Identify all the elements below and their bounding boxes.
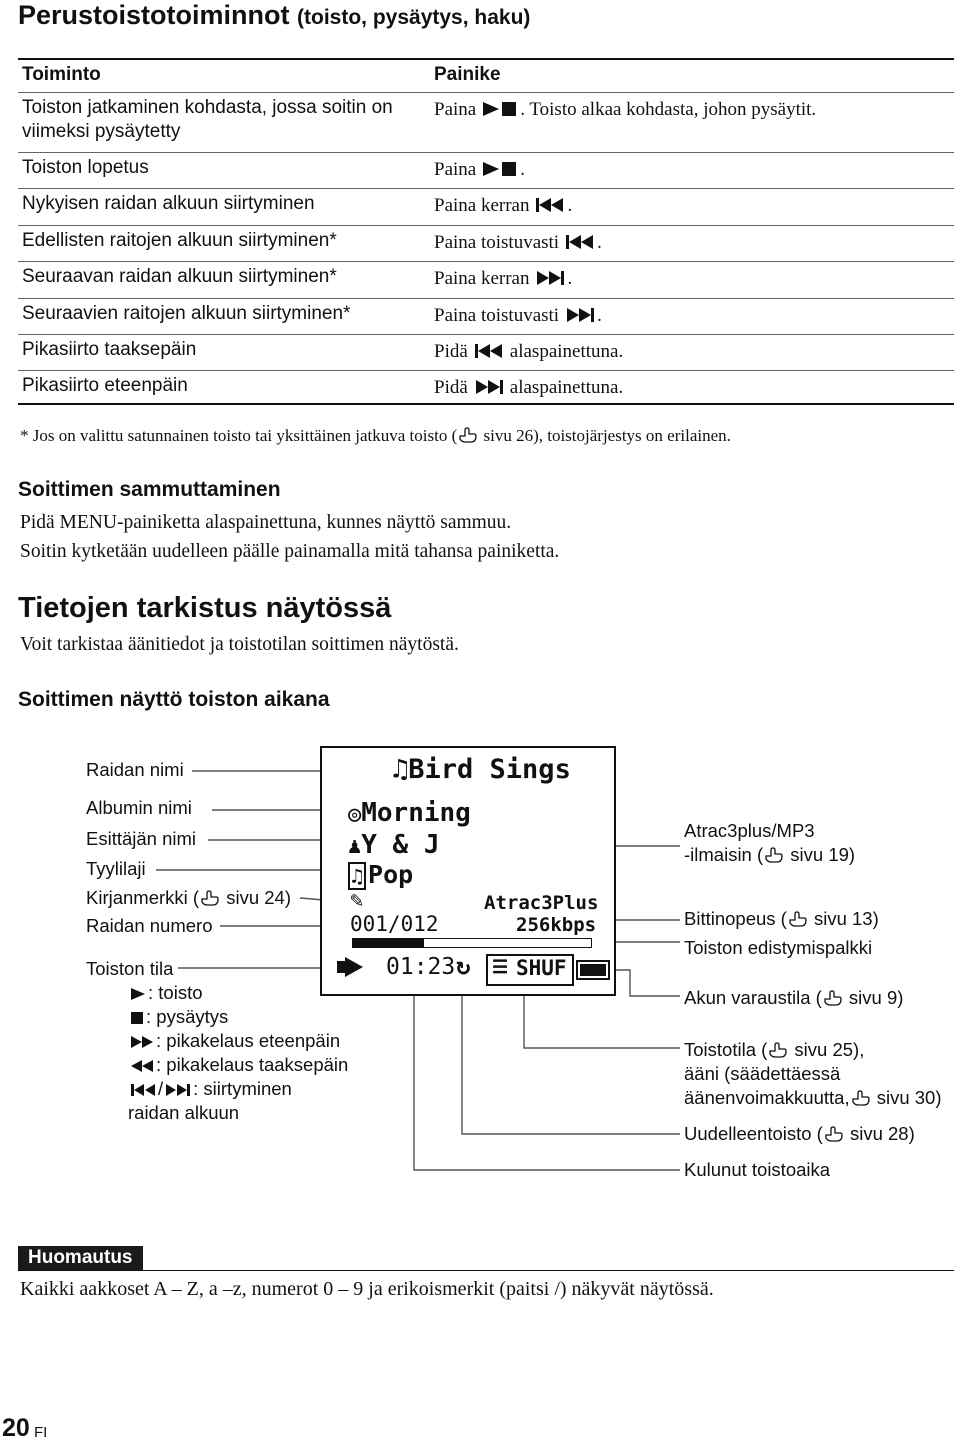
legend-rewind — [128, 1054, 348, 1076]
label-play-mode-line-3 — [684, 1087, 942, 1111]
lcd-album-row — [348, 798, 471, 828]
label-play-mode-ref: sivu 25), — [789, 1039, 865, 1060]
fast-forward-icon — [130, 1035, 154, 1049]
page-number: 20 — [2, 1414, 30, 1442]
cell-button-text: Pidä — [434, 377, 468, 398]
lcd-track-row — [392, 754, 571, 785]
album-icon: ◎ — [348, 802, 362, 827]
cell-button-tail: alaspainettuna. — [509, 377, 624, 398]
note-text: Kaikki aakkoset A – Z, a –z, numerot 0 – 9 ja erikoismerkit (paitsi /) näkyvät näytössä. — [20, 1278, 714, 1300]
legend-ff-text: : pikakelaus eteenpäin — [156, 1030, 341, 1051]
cell-button-tail: . Toisto alkaa kohdasta, johon pysäytit. — [520, 99, 817, 120]
legend-skip — [128, 1078, 292, 1100]
power-off-heading: Soittimen sammuttaminen — [18, 478, 281, 501]
column-header-action: Toiminto — [22, 64, 101, 85]
label-album-name: Albumin nimi — [86, 797, 192, 818]
lcd-format: Atrac3Plus — [484, 892, 599, 914]
label-track-name: Raidan nimi — [86, 759, 184, 780]
battery-icon — [576, 960, 610, 980]
lcd-album-name: Morning — [361, 798, 471, 828]
footnote-text-start: * Jos on valittu satunnainen toisto tai yksittäinen jatkuva toisto ( — [20, 426, 458, 445]
column-header-button: Painike — [434, 64, 501, 85]
legend-pause — [128, 1006, 228, 1028]
cell-button-tail: . — [567, 268, 573, 289]
display-heading: Soittimen näyttö toiston aikana — [18, 688, 330, 711]
cell-button-text: Pidä — [434, 341, 468, 362]
page-title-main: Perustoistotoiminnot — [18, 0, 290, 30]
reference-icon — [765, 846, 783, 868]
lcd-bitrate: 256kbps — [516, 914, 597, 936]
cell-action: Seuraavan raidan alkuun siirtyminen* — [22, 266, 337, 287]
legend-slash: / — [158, 1078, 164, 1099]
cell-button-text: Paina kerran — [434, 268, 530, 289]
reference-icon — [769, 1041, 787, 1063]
cell-action: Toiston jatkaminen kohdasta, jossa soitin on viimeksi pysäytetty — [22, 97, 393, 142]
play-icon — [336, 956, 364, 978]
lcd-progress-bar — [352, 938, 592, 948]
label-bookmark — [86, 887, 291, 911]
reference-icon — [852, 1089, 870, 1111]
label-bookmark-text: Kirjanmerkki ( — [86, 887, 200, 908]
check-info-text: Voit tarkistaa äänitiedot ja toistotilan soittimen näytöstä. — [20, 634, 459, 655]
page-title-sub: (toisto, pysäytys, haku) — [297, 6, 531, 29]
label-battery-ref: sivu 9) — [843, 987, 904, 1008]
player-display — [320, 746, 616, 996]
label-play-mode — [684, 1039, 864, 1063]
cell-button-text: Paina — [434, 99, 477, 120]
artist-icon: ♟ — [348, 834, 362, 859]
lcd-genre-row — [348, 860, 413, 889]
reference-icon — [201, 889, 219, 911]
check-info-heading: Tietojen tarkistus näytössä — [18, 592, 392, 624]
cell-action: Toiston lopetus — [22, 157, 149, 178]
label-volume-text: äänenvoimakkuutta, — [684, 1087, 850, 1108]
legend-skip-text: : siirtyminen — [193, 1078, 292, 1099]
power-off-line-1: Pidä MENU-painiketta alaspainettuna, kunnes näyttö sammuu. — [20, 512, 512, 533]
lcd-artist-row — [348, 830, 440, 860]
legend-play-text: : toisto — [148, 982, 203, 1003]
label-track-number: Raidan numero — [86, 915, 213, 936]
footnote-text-end: sivu 26), toistojärjestys on erilainen. — [479, 426, 731, 445]
legend-fast-forward — [128, 1030, 340, 1052]
label-codec-line-2 — [684, 844, 855, 868]
bookmark-icon: ✎ — [350, 888, 364, 913]
lcd-elapsed-time: 01:23 — [386, 954, 456, 980]
label-artist-name: Esittäjän nimi — [86, 828, 197, 849]
label-repeat-ref: sivu 28) — [844, 1123, 915, 1144]
cell-button-tail: . — [597, 232, 602, 253]
label-progress-bar: Toiston edistymispalkki — [684, 937, 873, 958]
reference-icon — [824, 989, 842, 1011]
rewind-icon — [130, 1059, 154, 1073]
lcd-track-name: Bird Sings — [408, 754, 571, 785]
label-volume-ref: sivu 30) — [871, 1087, 942, 1108]
power-off-line-2: Soitin kytketään uudelleen päälle painamalla mitä tahansa painiketta. — [20, 541, 560, 562]
label-battery — [684, 987, 903, 1011]
note-icon: ♫ — [392, 754, 409, 785]
lcd-artist-name: Y & J — [361, 830, 440, 860]
lcd-play-mode: SHUF — [516, 956, 567, 980]
cell-action: Nykyisen raidan alkuun siirtyminen — [22, 193, 315, 214]
legend-play — [128, 982, 203, 1004]
cell-action: Pikasiirto eteenpäin — [22, 375, 188, 396]
cell-button-text: Paina — [434, 159, 477, 180]
label-elapsed-time: Kulunut toistoaika — [684, 1159, 831, 1180]
label-codec-text: -ilmaisin ( — [684, 844, 764, 865]
cell-button-tail: . — [597, 305, 602, 326]
cell-action: Pikasiirto taaksepäin — [22, 339, 197, 360]
cell-button-text: Paina toistuvasti — [434, 305, 560, 326]
label-bookmark-ref: sivu 24) — [221, 887, 291, 908]
note-rule — [18, 1270, 954, 1271]
cell-action: Edellisten raitojen alkuun siirtyminen* — [22, 230, 337, 251]
label-battery-text: Akun varaustila ( — [684, 987, 822, 1008]
label-repeat — [684, 1123, 915, 1147]
label-codec: Atrac3plus/MP3 — [684, 820, 815, 841]
next-icon — [165, 1083, 191, 1097]
label-repeat-text: Uudelleentoisto ( — [684, 1123, 823, 1144]
label-play-mode-line-2: ääni (säädettäessä — [684, 1063, 841, 1084]
page-language: FI — [34, 1424, 48, 1441]
cell-button-tail: alaspainettuna. — [509, 341, 624, 362]
cell-button-text: Paina kerran — [434, 195, 530, 216]
label-play-state: Toiston tila — [86, 958, 174, 979]
lcd-track-counter: 001/012 — [350, 912, 439, 936]
cell-action: Seuraavien raitojen alkuun siirtyminen* — [22, 303, 351, 324]
label-bitrate — [684, 908, 879, 932]
lcd-play-mode-box — [486, 954, 574, 986]
stop-icon — [130, 1011, 144, 1025]
note-badge: Huomautus — [18, 1246, 143, 1271]
list-icon: ☰ — [492, 957, 509, 978]
cell-button-tail: . — [520, 159, 525, 180]
lcd-play-state-icon — [336, 956, 364, 984]
previous-icon — [130, 1083, 156, 1097]
reference-icon — [825, 1125, 843, 1147]
repeat-icon: ↻ — [456, 952, 471, 980]
legend-skip-line-2: raidan alkuun — [128, 1102, 240, 1123]
lcd-progress-fill — [353, 939, 424, 947]
label-genre: Tyylilaji — [86, 858, 146, 879]
label-bitrate-text: Bittinopeus ( — [684, 908, 787, 929]
label-play-mode-text: Toistotila ( — [684, 1039, 768, 1060]
lcd-genre: Pop — [368, 860, 414, 889]
label-bitrate-ref: sivu 13) — [808, 908, 879, 929]
legend-pause-text: : pysäytys — [146, 1006, 229, 1027]
play-icon — [130, 987, 146, 1001]
genre-icon: ♫ — [348, 862, 366, 890]
legend-rew-text: : pikakelaus taaksepäin — [156, 1054, 349, 1075]
label-codec-ref: sivu 19) — [785, 844, 856, 865]
reference-icon — [789, 910, 807, 932]
cell-button-tail: . — [567, 195, 573, 216]
cell-button-text: Paina toistuvasti — [434, 232, 560, 253]
